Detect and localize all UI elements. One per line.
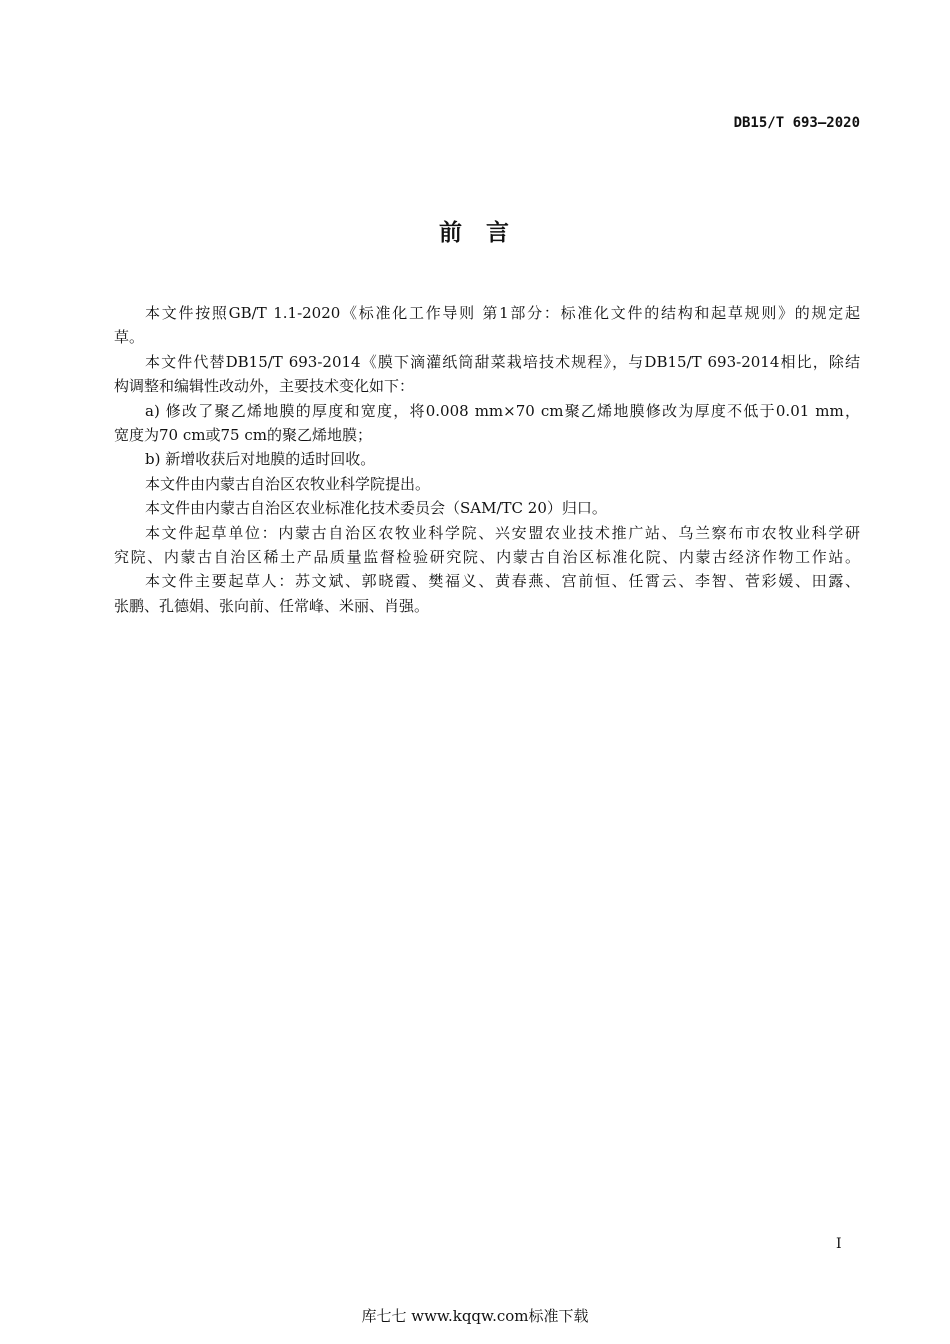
page-title [0, 214, 950, 247]
text-line: 本文件由内蒙古自治区农业标准化技术委员会（SAM/TC 20）归口。 [145, 499, 607, 518]
text-line: b) 新增收获后对地膜的适时回收。 [145, 450, 376, 469]
text-line: 本文件起草单位：内蒙古自治区农牧业科学院、兴安盟农业技术推广站、乌兰察布市农牧业科学研 [145, 523, 860, 542]
text-line: 本文件主要起草人：苏文斌、郭晓霞、樊福义、黄春燕、宫前恒、任霄云、李智、菅彩媛、田露、 [145, 572, 860, 591]
text-line: 本文件代替DB15/T 693-2014《膜下滴灌纸筒甜菜栽培技术规程》，与DB15/T 693-2014相比，除结 [145, 352, 860, 371]
footer-watermark: 库七七 www.kqqw.com标准下载 [361, 1307, 589, 1325]
title-char: 前 [439, 220, 464, 246]
title-char: 言 [486, 220, 511, 246]
text-line: 草。 [114, 328, 145, 347]
text-line: 张鹏、孔德娟、张向前、任常峰、米丽、肖强。 [114, 596, 430, 615]
page-number: I [836, 1236, 842, 1252]
text-line: 宽度为70 cm或75 cm的聚乙烯地膜； [114, 425, 372, 444]
document-code: DB15/T 693—2020 [733, 115, 860, 131]
text-line: 究院、内蒙古自治区稀土产品质量监督检验研究院、内蒙古自治区标准化院、内蒙古经济作物工作站。 [114, 547, 860, 566]
text-line: a) 修改了聚乙烯地膜的厚度和宽度，将0.008 mm×70 cm聚乙烯地膜修改为厚度不低于0.01 mm， [145, 401, 860, 420]
text-line: 本文件按照GB/T 1.1-2020《标准化工作导则 第1部分：标准化文件的结构和起草规则》的规定起 [145, 304, 860, 322]
foreword-body [114, 301, 860, 618]
text-line: 构调整和编辑性改动外，主要技术变化如下： [114, 377, 415, 396]
text-line: 本文件由内蒙古自治区农牧业科学院提出。 [145, 474, 431, 493]
